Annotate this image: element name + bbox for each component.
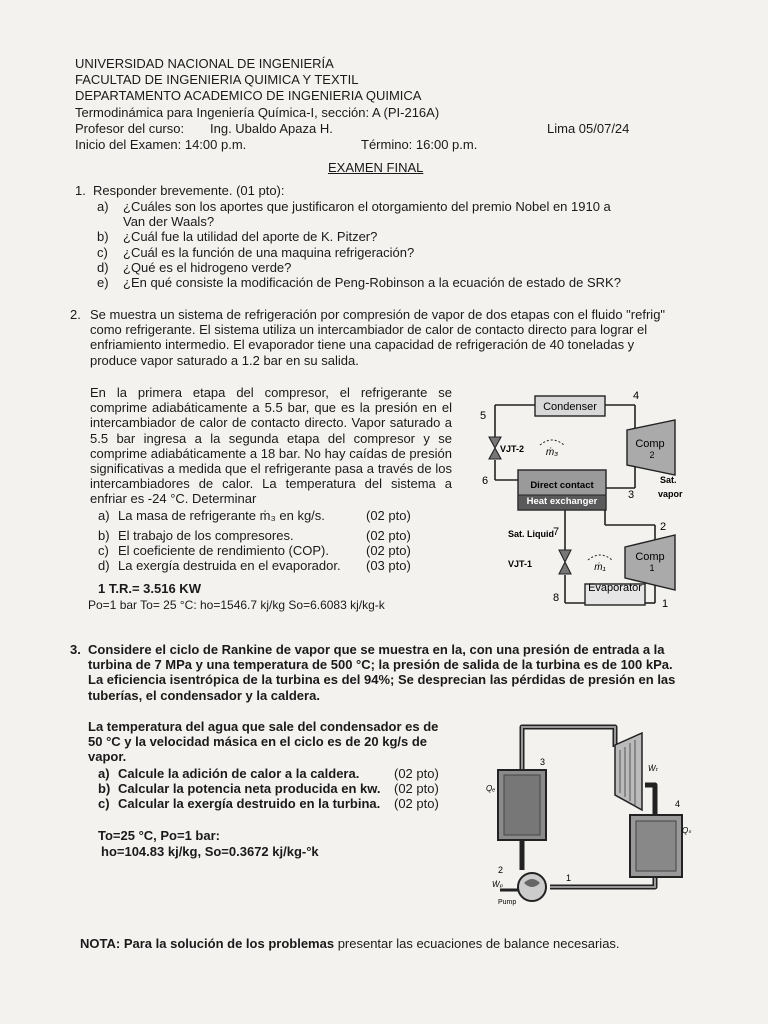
item-text: Van der Waals? bbox=[123, 214, 215, 229]
node-5: 5 bbox=[480, 410, 487, 422]
w-turbine-label: Ẇₜ bbox=[648, 764, 658, 773]
turbine bbox=[615, 733, 642, 810]
item-text: ¿Cuál es la función de una maquina refrigeración? bbox=[123, 245, 415, 260]
m1-label: ṁ₁ bbox=[594, 562, 606, 573]
nota-text: Para la solución de los problemas bbox=[123, 936, 335, 951]
item-label: a) bbox=[97, 199, 109, 214]
q-in-label: Qₑ bbox=[486, 784, 496, 793]
flow-arrow-m3 bbox=[540, 440, 564, 445]
sat-vapor-label-2: vapor bbox=[658, 489, 683, 499]
m3-label: ṁ₃ bbox=[545, 447, 559, 458]
hx-label-2: Heat exchanger bbox=[526, 496, 598, 507]
part-points: (02 pto) bbox=[366, 508, 411, 523]
part-points: (02 pto) bbox=[394, 781, 439, 796]
item-label: e) bbox=[97, 275, 109, 290]
part-label: b) bbox=[98, 528, 110, 543]
item-label: d) bbox=[97, 260, 109, 275]
nota-label: NOTA: bbox=[80, 936, 121, 951]
condenser-inner bbox=[636, 821, 676, 871]
item-text: ¿Cuáles son los aportes que justificaron el otorgamiento del premio Nobel en 1910 a bbox=[123, 199, 611, 214]
exam-title: EXAMEN FINAL bbox=[328, 160, 424, 175]
professor-name: Ing. Ubaldo Apaza H. bbox=[210, 121, 333, 136]
nota bbox=[80, 936, 620, 951]
q2-tr-equivalence: 1 T.R.= 3.516 KW bbox=[98, 581, 201, 596]
q-out-label: Qₛ bbox=[682, 826, 692, 835]
q3-part-a bbox=[98, 766, 439, 781]
part-points: (02 pto) bbox=[394, 766, 439, 781]
exam-end: Término: 16:00 p.m. bbox=[361, 137, 478, 152]
q2-part-b bbox=[98, 528, 411, 543]
node-4: 4 bbox=[633, 390, 640, 402]
condenser-label: Condenser bbox=[543, 401, 597, 413]
node-4: 4 bbox=[675, 799, 681, 809]
part-label: c) bbox=[98, 543, 109, 558]
part-points: (03 pto) bbox=[366, 558, 411, 573]
part-points: (02 pto) bbox=[366, 528, 411, 543]
part-label: a) bbox=[98, 766, 110, 781]
professor-label: Profesor del curso: bbox=[75, 121, 185, 136]
part-label: b) bbox=[98, 781, 111, 796]
sat-liquid-label: Sat. Liquid bbox=[508, 529, 554, 539]
q2-body: En la primera etapa del compresor, el refrigerante se comprime adiabáticamente a 5.5 bar, que es la presión en el intercambiador de calor de contacto directo. Vapor saturado a 5.5 bar ingresa a la segunda etapa del compresor y se comprime adiabáticamente a 18 bar. No hay caídas de presión significativas a medida que el refrigerante pasa a través de los intercambiadores de calor. La temperatura del sistema a enfriar es -24 °C. Determinar bbox=[90, 385, 452, 507]
part-text: Calcular la potencia neta producida en kw. bbox=[118, 781, 381, 796]
comp1-number: 1 bbox=[649, 563, 655, 573]
part-label: a) bbox=[98, 508, 110, 523]
pump-label: Pump bbox=[498, 899, 517, 906]
evaporator-label: Evaporator bbox=[588, 582, 642, 594]
place-date: Lima 05/07/24 bbox=[547, 121, 630, 136]
faculty-name: FACULTAD DE INGENIERIA QUIMICA Y TEXTIL bbox=[75, 72, 359, 87]
comp2-number: 2 bbox=[649, 450, 655, 460]
department-name: DEPARTAMENTO ACADEMICO DE INGENIERIA QUIMICA bbox=[75, 88, 422, 103]
part-points: (02 pto) bbox=[366, 543, 411, 558]
rankine-diagram bbox=[470, 715, 700, 915]
vjt2-label: VJT-2 bbox=[500, 444, 525, 454]
q3-part-b bbox=[98, 781, 439, 796]
node-7: 7 bbox=[553, 526, 560, 538]
q1-item-d bbox=[97, 260, 291, 275]
node-3: 3 bbox=[540, 757, 546, 767]
refrigeration-diagram bbox=[470, 385, 700, 625]
vjt1-label: VJT-1 bbox=[508, 559, 533, 569]
q2-intro: Se muestra un sistema de refrigeración por compresión de vapor de dos etapas con el fluido "refrig" como refrigerante. El sistema utiliza un intercambiador de calor de contacto directo para lograr el enfriamiento intermedio. El evaporador tiene una capacidad de refrigeración de 40 toneladas y produce vapor saturado a 1.2 bar en su salida. bbox=[90, 307, 666, 368]
node-2: 2 bbox=[498, 865, 504, 875]
q1-item-a-cont bbox=[97, 214, 214, 229]
q2-number: 2. bbox=[70, 307, 81, 322]
node-3: 3 bbox=[628, 489, 635, 501]
nota-rest: presentar las ecuaciones de balance necesarias. bbox=[337, 936, 620, 951]
q2-part-a bbox=[98, 508, 411, 523]
q3-number: 3. bbox=[70, 642, 81, 657]
node-1: 1 bbox=[566, 873, 572, 883]
node-2: 2 bbox=[660, 521, 667, 533]
flow-arrow-m1 bbox=[588, 555, 612, 560]
item-text: ¿En qué consiste la modificación de Peng-Robinson a la ecuación de estado de SRK? bbox=[123, 275, 621, 290]
part-text: El trabajo de los compresores. bbox=[118, 528, 294, 543]
part-label: c) bbox=[98, 796, 110, 811]
q3-body: La temperatura del agua que sale del condensador es de 50 °C y la velocidad másica en el ciclo es de 20 kg/s de vapor. bbox=[88, 719, 439, 765]
comp1-label: Comp bbox=[635, 551, 665, 563]
item-text: ¿Cuál fue la utilidad del aporte de K. Pitzer? bbox=[123, 229, 378, 244]
q1-number: 1. bbox=[75, 183, 86, 198]
node-6: 6 bbox=[482, 475, 489, 487]
q1-item-c bbox=[97, 245, 414, 260]
q2-reference-state: Po=1 bar To= 25 °C: ho=1546.7 kj/kg So=6.6083 kj/kg-k bbox=[88, 598, 385, 612]
part-text: La masa de refrigerante ṁ₃ en kg/s. bbox=[118, 508, 325, 523]
part-text: Calcular la exergía destruido en la turbina. bbox=[118, 796, 381, 811]
q3-intro: Considere el ciclo de Rankine de vapor que se muestra en la, con una presión de entrada a la turbina de 7 MPa y una temperatura de 500 °C; la presión de salida de la turbina es de 100 kPa. La eficiencia isentrópica de la turbina es del 94%; Se desprecian las pérdidas de presión en las tuberías, el condensador y la caldera. bbox=[88, 642, 676, 703]
part-points: (02 pto) bbox=[394, 796, 439, 811]
item-label: c) bbox=[97, 245, 108, 260]
part-text: Calcule la adición de calor a la caldera. bbox=[118, 766, 360, 781]
q1-text: Responder brevemente. (01 pto): bbox=[93, 183, 285, 198]
sat-vapor-label-1: Sat. bbox=[660, 475, 677, 485]
q1-item-a bbox=[97, 199, 611, 214]
q2-part-d bbox=[98, 558, 411, 573]
boiler-inner bbox=[504, 775, 540, 835]
q3-part-c bbox=[98, 796, 439, 811]
q3-reference-line-1: To=25 °C, Po=1 bar: bbox=[98, 828, 220, 843]
item-label: b) bbox=[97, 229, 109, 244]
q2-part-c bbox=[98, 543, 411, 558]
part-label: d) bbox=[98, 558, 110, 573]
w-pump-label: Ẇₚ bbox=[492, 880, 503, 889]
course-name: Termodinámica para Ingeniería Química-I, sección: A (PI-216A) bbox=[75, 105, 440, 120]
item-text: ¿Qué es el hidrogeno verde? bbox=[123, 260, 292, 275]
comp2-label: Comp bbox=[635, 438, 665, 450]
valve-vjt1 bbox=[559, 550, 571, 574]
q1-item-b bbox=[97, 229, 377, 244]
node-1: 1 bbox=[662, 598, 669, 610]
node-8: 8 bbox=[553, 592, 560, 604]
q3-reference-line-2: ho=104.83 kj/kg, So=0.3672 kj/kg-°k bbox=[101, 844, 319, 859]
hx-label-1: Direct contact bbox=[530, 480, 594, 491]
q1-item-e bbox=[97, 275, 621, 290]
exam-start: Inicio del Examen: 14:00 p.m. bbox=[75, 137, 247, 152]
university-name: UNIVERSIDAD NACIONAL DE INGENIERÍA bbox=[75, 56, 334, 71]
part-text: La exergía destruida en el evaporador. bbox=[118, 558, 341, 573]
part-text: El coeficiente de rendimiento (COP). bbox=[118, 543, 329, 558]
